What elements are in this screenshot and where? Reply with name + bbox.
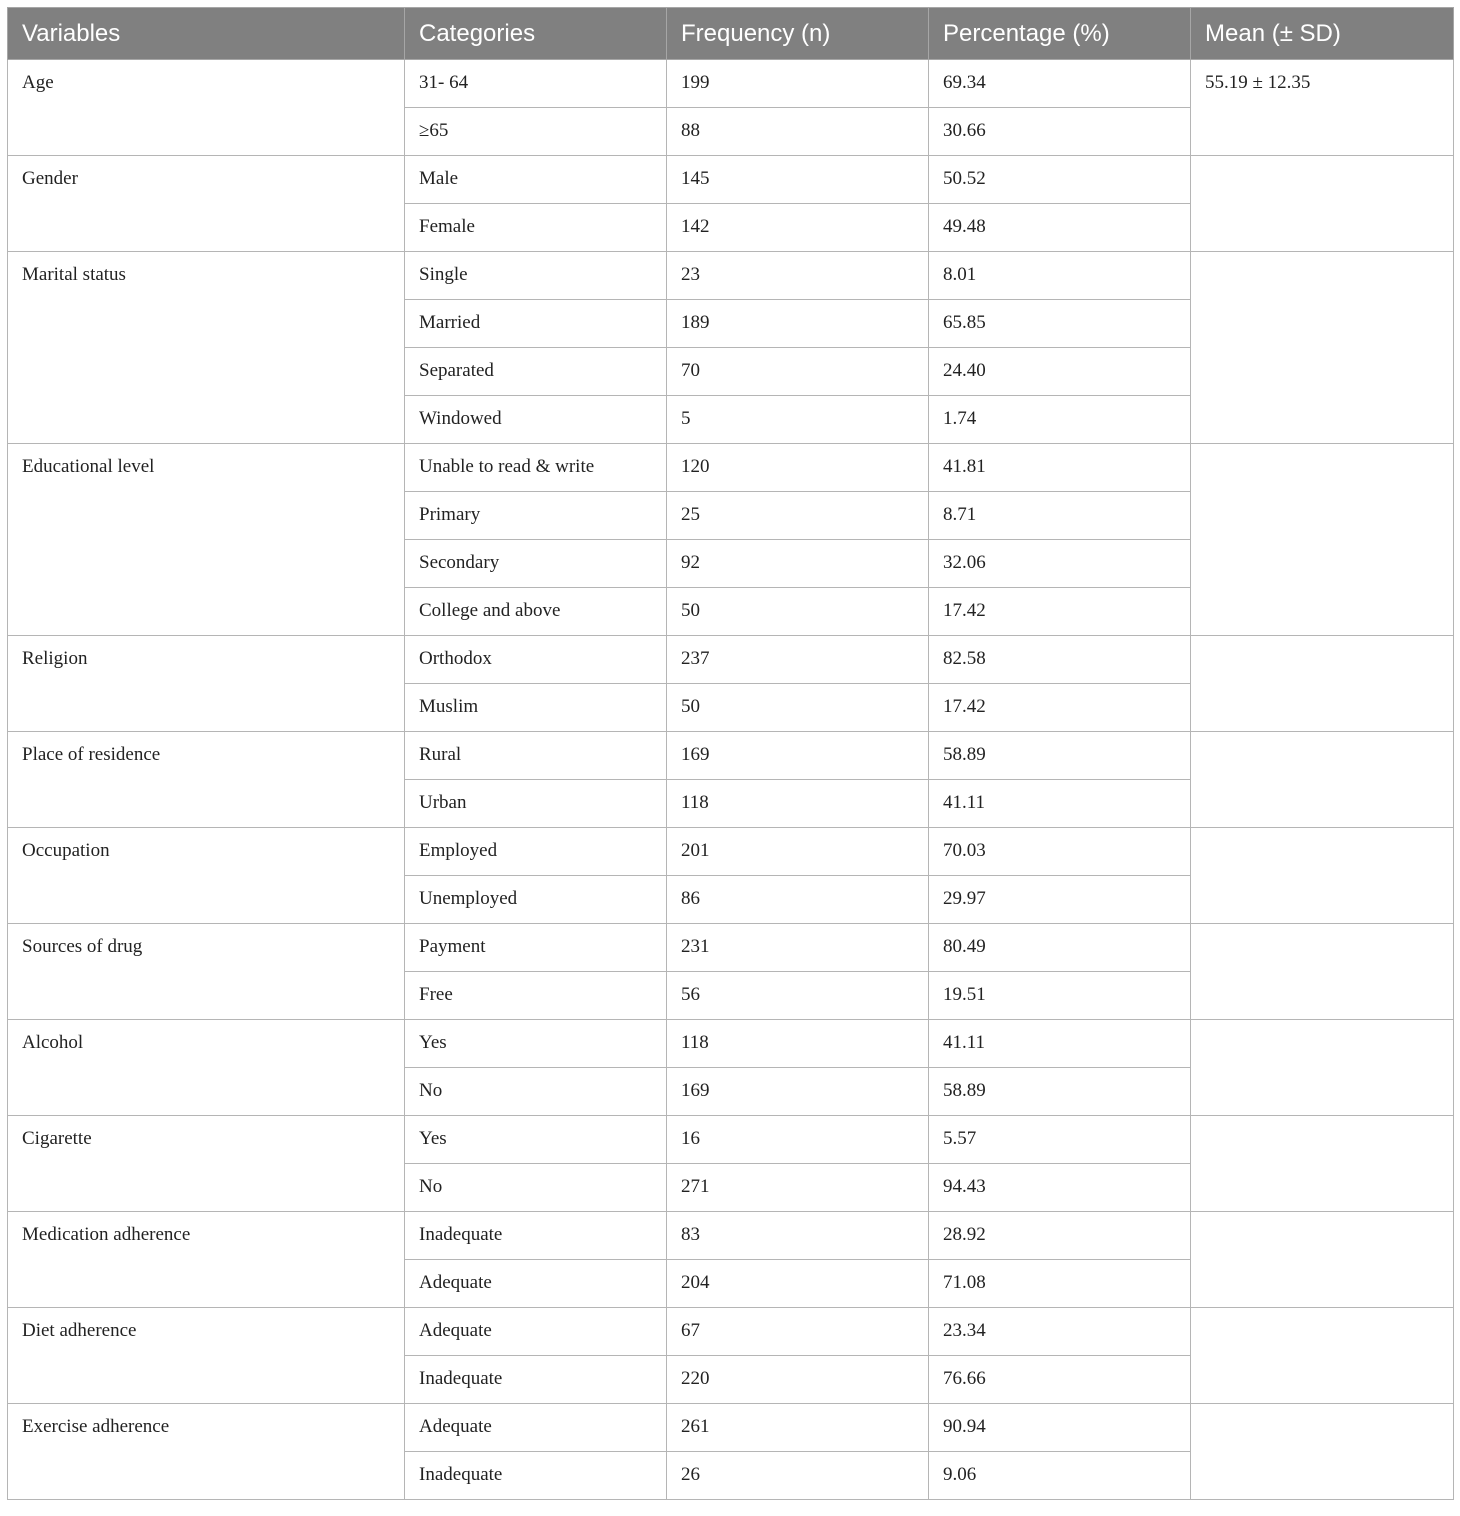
percentage-cell: 41.81 xyxy=(929,444,1191,492)
percentage-cell: 1.74 xyxy=(929,396,1191,444)
percentage-cell: 71.08 xyxy=(929,1260,1191,1308)
header-percentage: Percentage (%) xyxy=(929,8,1191,60)
frequency-cell: 271 xyxy=(667,1164,929,1212)
category-cell: No xyxy=(405,1164,667,1212)
percentage-cell: 8.71 xyxy=(929,492,1191,540)
frequency-cell: 201 xyxy=(667,828,929,876)
category-cell: Free xyxy=(405,972,667,1020)
table-container xyxy=(7,7,1453,1500)
variable-cell: Place of residence xyxy=(8,732,405,828)
percentage-cell: 70.03 xyxy=(929,828,1191,876)
mean-sd-cell: 55.19 ± 12.35 xyxy=(1191,60,1454,156)
frequency-cell: 169 xyxy=(667,1068,929,1116)
variable-cell: Age xyxy=(8,60,405,156)
frequency-cell: 50 xyxy=(667,684,929,732)
frequency-cell: 25 xyxy=(667,492,929,540)
category-cell: Secondary xyxy=(405,540,667,588)
category-cell: Urban xyxy=(405,780,667,828)
variable-cell: Cigarette xyxy=(8,1116,405,1212)
category-cell: Orthodox xyxy=(405,636,667,684)
frequency-cell: 67 xyxy=(667,1308,929,1356)
percentage-cell: 76.66 xyxy=(929,1356,1191,1404)
frequency-cell: 120 xyxy=(667,444,929,492)
table-row xyxy=(8,636,1454,684)
mean-sd-cell xyxy=(1191,924,1454,1020)
frequency-cell: 231 xyxy=(667,924,929,972)
frequency-cell: 118 xyxy=(667,780,929,828)
header-categories: Categories xyxy=(405,8,667,60)
table-row xyxy=(8,1020,1454,1068)
percentage-cell: 82.58 xyxy=(929,636,1191,684)
category-cell: Single xyxy=(405,252,667,300)
mean-sd-cell xyxy=(1191,1404,1454,1500)
header-row xyxy=(8,8,1454,60)
category-cell: Separated xyxy=(405,348,667,396)
frequency-cell: 169 xyxy=(667,732,929,780)
frequency-cell: 92 xyxy=(667,540,929,588)
frequency-cell: 70 xyxy=(667,348,929,396)
category-cell: Adequate xyxy=(405,1260,667,1308)
frequency-cell: 23 xyxy=(667,252,929,300)
frequency-cell: 50 xyxy=(667,588,929,636)
frequency-cell: 88 xyxy=(667,108,929,156)
category-cell: Primary xyxy=(405,492,667,540)
mean-sd-cell xyxy=(1191,1116,1454,1212)
percentage-cell: 19.51 xyxy=(929,972,1191,1020)
variable-cell: Alcohol xyxy=(8,1020,405,1116)
variable-cell: Medication adherence xyxy=(8,1212,405,1308)
percentage-cell: 17.42 xyxy=(929,588,1191,636)
variable-cell: Gender xyxy=(8,156,405,252)
mean-sd-cell xyxy=(1191,156,1454,252)
category-cell: Unemployed xyxy=(405,876,667,924)
category-cell: College and above xyxy=(405,588,667,636)
percentage-cell: 5.57 xyxy=(929,1116,1191,1164)
frequency-cell: 145 xyxy=(667,156,929,204)
table-row xyxy=(8,1308,1454,1356)
percentage-cell: 17.42 xyxy=(929,684,1191,732)
category-cell: Windowed xyxy=(405,396,667,444)
category-cell: Rural xyxy=(405,732,667,780)
table-row xyxy=(8,828,1454,876)
percentage-cell: 90.94 xyxy=(929,1404,1191,1452)
frequency-cell: 86 xyxy=(667,876,929,924)
percentage-cell: 24.40 xyxy=(929,348,1191,396)
table-body xyxy=(8,60,1454,1500)
table-row xyxy=(8,1212,1454,1260)
category-cell: Employed xyxy=(405,828,667,876)
table-row xyxy=(8,924,1454,972)
table-row xyxy=(8,252,1454,300)
variable-cell: Marital status xyxy=(8,252,405,444)
frequency-cell: 16 xyxy=(667,1116,929,1164)
table-row xyxy=(8,60,1454,108)
variable-cell: Sources of drug xyxy=(8,924,405,1020)
table-row xyxy=(8,1116,1454,1164)
category-cell: No xyxy=(405,1068,667,1116)
header-variables: Variables xyxy=(8,8,405,60)
table-row xyxy=(8,156,1454,204)
variable-cell: Exercise adherence xyxy=(8,1404,405,1500)
category-cell: Inadequate xyxy=(405,1356,667,1404)
mean-sd-cell xyxy=(1191,1212,1454,1308)
frequency-cell: 204 xyxy=(667,1260,929,1308)
mean-sd-cell xyxy=(1191,732,1454,828)
percentage-cell: 58.89 xyxy=(929,732,1191,780)
category-cell: Inadequate xyxy=(405,1212,667,1260)
category-cell: Male xyxy=(405,156,667,204)
percentage-cell: 28.92 xyxy=(929,1212,1191,1260)
category-cell: Yes xyxy=(405,1116,667,1164)
category-cell: Inadequate xyxy=(405,1452,667,1500)
percentage-cell: 49.48 xyxy=(929,204,1191,252)
category-cell: 31- 64 xyxy=(405,60,667,108)
category-cell: Yes xyxy=(405,1020,667,1068)
variable-cell: Educational level xyxy=(8,444,405,636)
variable-cell: Diet adherence xyxy=(8,1308,405,1404)
percentage-cell: 80.49 xyxy=(929,924,1191,972)
category-cell: Married xyxy=(405,300,667,348)
table-row xyxy=(8,444,1454,492)
percentage-cell: 50.52 xyxy=(929,156,1191,204)
percentage-cell: 32.06 xyxy=(929,540,1191,588)
percentage-cell: 9.06 xyxy=(929,1452,1191,1500)
table-row xyxy=(8,732,1454,780)
frequency-cell: 261 xyxy=(667,1404,929,1452)
mean-sd-cell xyxy=(1191,828,1454,924)
frequency-cell: 83 xyxy=(667,1212,929,1260)
mean-sd-cell xyxy=(1191,636,1454,732)
variable-cell: Occupation xyxy=(8,828,405,924)
percentage-cell: 41.11 xyxy=(929,780,1191,828)
frequency-cell: 142 xyxy=(667,204,929,252)
category-cell: Female xyxy=(405,204,667,252)
percentage-cell: 41.11 xyxy=(929,1020,1191,1068)
mean-sd-cell xyxy=(1191,1020,1454,1116)
frequency-cell: 56 xyxy=(667,972,929,1020)
frequency-cell: 5 xyxy=(667,396,929,444)
header-mean-sd: Mean (± SD) xyxy=(1191,8,1454,60)
frequency-cell: 26 xyxy=(667,1452,929,1500)
data-table xyxy=(7,7,1454,1500)
frequency-cell: 237 xyxy=(667,636,929,684)
variable-cell: Religion xyxy=(8,636,405,732)
category-cell: Muslim xyxy=(405,684,667,732)
percentage-cell: 58.89 xyxy=(929,1068,1191,1116)
percentage-cell: 94.43 xyxy=(929,1164,1191,1212)
percentage-cell: 8.01 xyxy=(929,252,1191,300)
category-cell: ≥65 xyxy=(405,108,667,156)
percentage-cell: 65.85 xyxy=(929,300,1191,348)
category-cell: Adequate xyxy=(405,1404,667,1452)
header-frequency: Frequency (n) xyxy=(667,8,929,60)
percentage-cell: 69.34 xyxy=(929,60,1191,108)
category-cell: Payment xyxy=(405,924,667,972)
mean-sd-cell xyxy=(1191,444,1454,636)
percentage-cell: 29.97 xyxy=(929,876,1191,924)
frequency-cell: 220 xyxy=(667,1356,929,1404)
frequency-cell: 118 xyxy=(667,1020,929,1068)
mean-sd-cell xyxy=(1191,252,1454,444)
frequency-cell: 189 xyxy=(667,300,929,348)
mean-sd-cell xyxy=(1191,1308,1454,1404)
category-cell: Adequate xyxy=(405,1308,667,1356)
frequency-cell: 199 xyxy=(667,60,929,108)
category-cell: Unable to read & write xyxy=(405,444,667,492)
table-row xyxy=(8,1404,1454,1452)
table-header xyxy=(8,8,1454,60)
percentage-cell: 30.66 xyxy=(929,108,1191,156)
percentage-cell: 23.34 xyxy=(929,1308,1191,1356)
